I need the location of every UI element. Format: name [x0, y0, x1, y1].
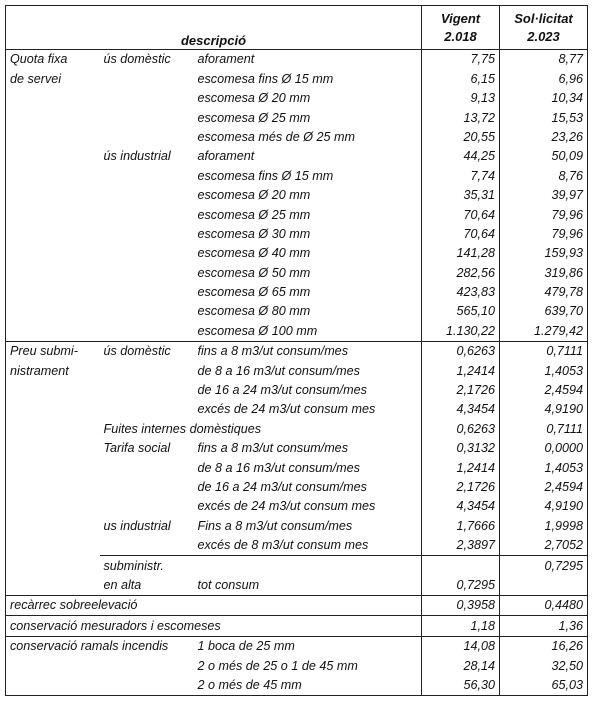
row-vigent: 7,75 [422, 50, 500, 70]
table-row [6, 497, 588, 516]
quota-label-2: de servei [6, 69, 100, 88]
row-sollicitat: 0,7295 [500, 556, 588, 576]
recarrec-label: recàrrec sobreelevació [6, 595, 422, 615]
row-sollicitat: 1,4053 [500, 361, 588, 380]
table-row [6, 205, 588, 224]
row-sollicitat: 479,78 [500, 283, 588, 302]
row-vigent: 7,74 [422, 166, 500, 185]
row-vigent: 70,64 [422, 225, 500, 244]
table-row [6, 536, 588, 556]
row-vigent: 9,13 [422, 89, 500, 108]
row-vigent: 70,64 [422, 205, 500, 224]
row-desc: escomesa més de Ø 25 mm [194, 128, 422, 147]
sollicitat-header [500, 6, 588, 50]
row-vigent: 1,7666 [422, 516, 500, 535]
row-desc: tot consum [194, 576, 422, 596]
table-row [6, 50, 588, 70]
row-sollicitat: 32,50 [500, 656, 588, 675]
row-desc: escomesa Ø 65 mm [194, 283, 422, 302]
fuites-label: Fuites internes domèstiques [100, 419, 422, 438]
row-desc: de 8 a 16 m3/ut consum/mes [194, 361, 422, 380]
row-vigent: 0,6263 [422, 419, 500, 438]
row-desc: 2 o més de 45 mm [194, 676, 422, 696]
row-vigent: 56,30 [422, 676, 500, 696]
quota-label-1: Quota fixa [6, 50, 100, 70]
row-desc: Fins a 8 m3/ut consum/mes [194, 516, 422, 535]
table-row [6, 244, 588, 263]
row-desc: 2 o més de 25 o 1 de 45 mm [194, 656, 422, 675]
row-vigent: 0,3958 [422, 595, 500, 615]
row-sollicitat: 8,76 [500, 166, 588, 185]
table-row [6, 516, 588, 535]
row-desc: excés de 24 m3/ut consum mes [194, 497, 422, 516]
table-row [6, 576, 588, 596]
table-row [6, 263, 588, 282]
row-vigent: 2,1726 [422, 381, 500, 400]
preu-label-2: nistrament [6, 361, 100, 380]
row-vigent: 4,3454 [422, 400, 500, 419]
row-sollicitat: 79,96 [500, 225, 588, 244]
table-row [6, 458, 588, 477]
row-vigent: 4,3454 [422, 497, 500, 516]
table-row [6, 419, 588, 438]
description-header: descripció [6, 6, 422, 50]
row-vigent: 44,25 [422, 147, 500, 166]
row-sollicitat: 10,34 [500, 89, 588, 108]
quota-domestic-label: ús domèstic [100, 50, 194, 70]
row-sollicitat: 0,0000 [500, 439, 588, 458]
vigent-header-year: 2.018 [444, 28, 477, 44]
row-desc: escomesa Ø 80 mm [194, 302, 422, 321]
table-row [6, 341, 588, 361]
sollicitat-header-year: 2.023 [527, 28, 560, 44]
table-row [6, 69, 588, 88]
vigent-header-label: Vigent [440, 10, 481, 26]
header-row [6, 6, 588, 50]
row-sollicitat: 65,03 [500, 676, 588, 696]
row-desc: escomesa Ø 100 mm [194, 321, 422, 341]
row-vigent: 28,14 [422, 656, 500, 675]
row-sollicitat: 6,96 [500, 69, 588, 88]
table-row [6, 381, 588, 400]
table-row [6, 283, 588, 302]
row-vigent: 2,1726 [422, 478, 500, 497]
row-desc: excés de 24 m3/ut consum mes [194, 400, 422, 419]
row-desc: fins a 8 m3/ut consum/mes [194, 341, 422, 361]
row-sollicitat: 4,9190 [500, 497, 588, 516]
preu-domestic-label: ús domèstic [100, 341, 194, 361]
row-sollicitat: 1,9998 [500, 516, 588, 535]
row-sollicitat: 0,7111 [500, 341, 588, 361]
preu-industrial-label: us industrial [103, 518, 171, 533]
table-row [6, 400, 588, 419]
quota-industrial-label: ús industrial [103, 149, 171, 164]
table-row [6, 166, 588, 185]
row-sollicitat: 39,97 [500, 186, 588, 205]
row-desc: escomesa Ø 20 mm [194, 89, 422, 108]
table-row [6, 595, 588, 615]
table-row [6, 478, 588, 497]
row-desc: de 16 a 24 m3/ut consum/mes [194, 381, 422, 400]
row-desc: de 16 a 24 m3/ut consum/mes [194, 478, 422, 497]
row-vigent: 1,2414 [422, 361, 500, 380]
row-vigent: 0,3132 [422, 439, 500, 458]
alta-label-1: subministr. [100, 556, 194, 576]
row-sollicitat: 8,77 [500, 50, 588, 70]
row-desc: escomesa Ø 40 mm [194, 244, 422, 263]
table-row [6, 656, 588, 675]
row-sollicitat: 0,7111 [500, 419, 588, 438]
alta-label-2: en alta [103, 577, 142, 592]
row-sollicitat: 15,53 [500, 108, 588, 127]
table-row [6, 108, 588, 127]
row-vigent: 13,72 [422, 108, 500, 127]
row-sollicitat: 159,93 [500, 244, 588, 263]
row-desc: escomesa Ø 20 mm [194, 186, 422, 205]
row-vigent: 6,15 [422, 69, 500, 88]
row-vigent: 565,10 [422, 302, 500, 321]
row-sollicitat: 1,4053 [500, 458, 588, 477]
row-desc: escomesa fins Ø 15 mm [194, 166, 422, 185]
table-row [6, 439, 588, 458]
row-sollicitat: 2,4594 [500, 478, 588, 497]
row-sollicitat: 79,96 [500, 205, 588, 224]
row-desc: escomesa fins Ø 15 mm [194, 69, 422, 88]
row-desc: escomesa Ø 25 mm [194, 205, 422, 224]
row-sollicitat: 639,70 [500, 302, 588, 321]
row-vigent: 2,3897 [422, 536, 500, 556]
row-sollicitat: 16,26 [500, 636, 588, 656]
row-sollicitat: 1,36 [500, 616, 588, 636]
row-desc: escomesa Ø 50 mm [194, 263, 422, 282]
table-row [6, 302, 588, 321]
row-vigent: 0,6263 [422, 341, 500, 361]
row-vigent: 423,83 [422, 283, 500, 302]
row-desc: aforament [194, 50, 422, 70]
row-vigent: 1.130,22 [422, 321, 500, 341]
ramals-label: conservació ramals incendis [6, 636, 194, 656]
vigent-header [422, 6, 500, 50]
table-row [6, 186, 588, 205]
row-desc: de 8 a 16 m3/ut consum/mes [194, 458, 422, 477]
sollicitat-header-label: Sol·licitat [514, 10, 573, 26]
row-sollicitat: 2,7052 [500, 536, 588, 556]
social-label: Tarifa social [103, 441, 171, 456]
table-row [6, 225, 588, 244]
row-desc: escomesa Ø 30 mm [194, 225, 422, 244]
row-sollicitat: 1.279,42 [500, 321, 588, 341]
row-vigent: 1,18 [422, 616, 500, 636]
row-vigent: 1,2414 [422, 458, 500, 477]
row-sollicitat: 0,4480 [500, 595, 588, 615]
row-desc: escomesa Ø 25 mm [194, 108, 422, 127]
row-sollicitat: 50,09 [500, 147, 588, 166]
table-row [6, 636, 588, 656]
table-row [6, 147, 588, 166]
table-row [6, 361, 588, 380]
row-desc: fins a 8 m3/ut consum/mes [194, 439, 422, 458]
conservacio-label: conservació mesuradors i escomeses [6, 616, 422, 636]
tariff-table [5, 5, 588, 696]
row-vigent: 282,56 [422, 263, 500, 282]
row-desc: excés de 8 m3/ut consum mes [194, 536, 422, 556]
row-vigent: 20,55 [422, 128, 500, 147]
row-desc: aforament [194, 147, 422, 166]
table-row [6, 616, 588, 636]
row-sollicitat: 2,4594 [500, 381, 588, 400]
row-vigent: 0,7295 [422, 576, 500, 596]
row-sollicitat: 23,26 [500, 128, 588, 147]
table-row [6, 321, 588, 341]
table-row [6, 556, 588, 576]
table-row [6, 128, 588, 147]
row-sollicitat: 4,9190 [500, 400, 588, 419]
table-row [6, 89, 588, 108]
row-sollicitat: 319,86 [500, 263, 588, 282]
row-desc: 1 boca de 25 mm [194, 636, 422, 656]
row-vigent: 35,31 [422, 186, 500, 205]
preu-label-1: Preu submi- [6, 341, 100, 361]
row-vigent: 141,28 [422, 244, 500, 263]
table-row [6, 676, 588, 696]
row-vigent: 14,08 [422, 636, 500, 656]
